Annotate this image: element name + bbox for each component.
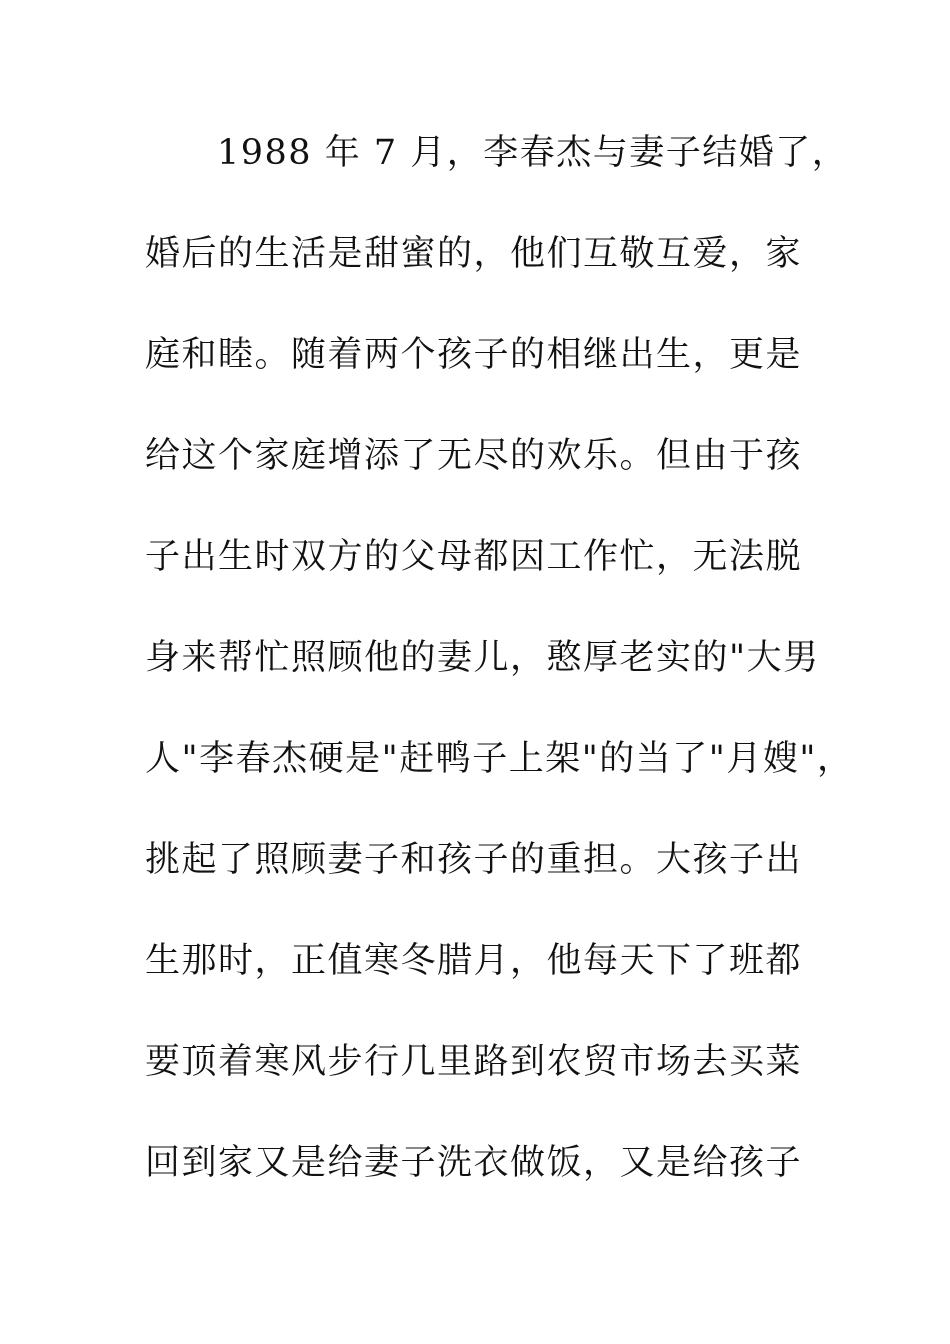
text-line: 给这个家庭增添了无尽的欢乐。但由于孩 [145,436,803,476]
text-line: 要顶着寒风步行几里路到农贸市场去买菜 [145,1042,803,1082]
text-line: 生那时，正值寒冬腊月，他每天下了班都 [145,941,803,981]
text-line: 挑起了照顾妻子和孩子的重担。大孩子出 [145,840,803,880]
text-line: 人"李春杰硬是"赶鸭子上架"的当了"月嫂"， [145,739,854,779]
text-line: 子出生时双方的父母都因工作忙，无法脱 [145,537,803,577]
text-line: 1988 年 7 月，李春杰与妻子结婚了， [217,133,849,173]
text-line: 婚后的生活是甜蜜的，他们互敬互爱，家 [145,234,803,274]
text-line: 回到家又是给妻子洗衣做饭，又是给孩子 [145,1143,803,1183]
text-line: 身来帮忙照顾他的妻儿，憨厚老实的"大男 [145,638,820,678]
text-line: 庭和睦。随着两个孩子的相继出生，更是 [145,335,803,375]
